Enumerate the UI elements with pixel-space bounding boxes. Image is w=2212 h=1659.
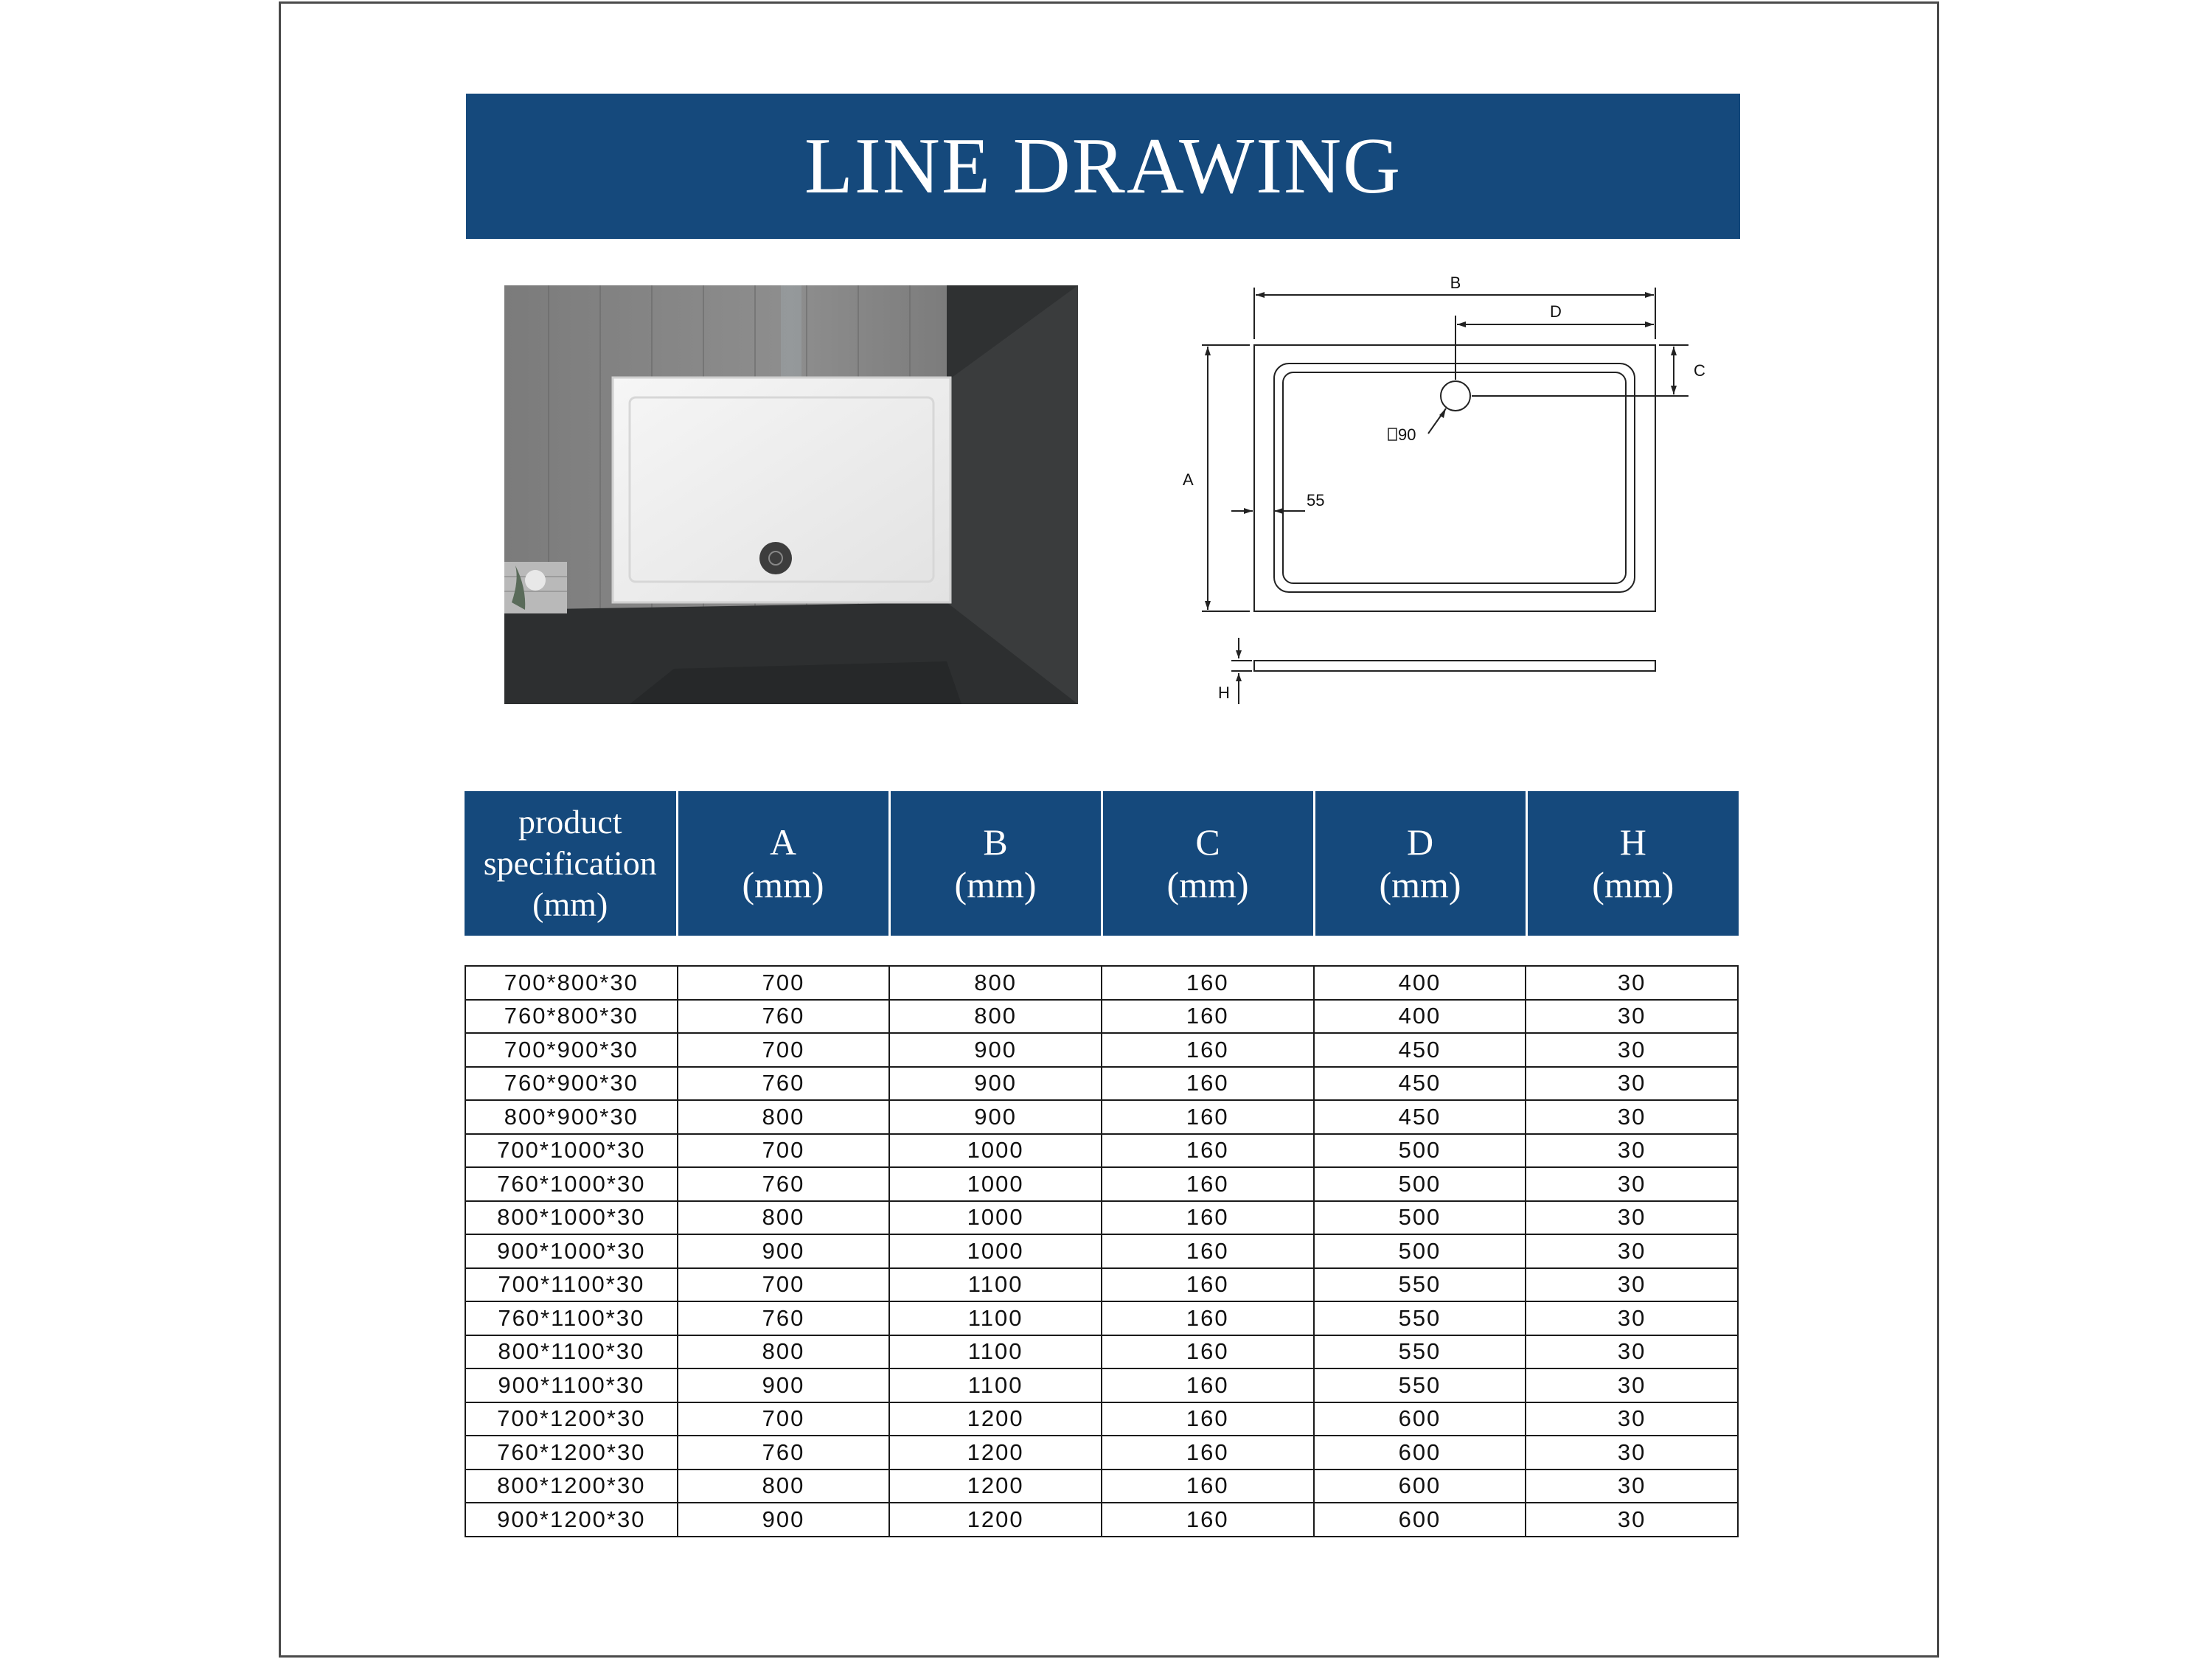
table-cell: 30	[1526, 1335, 1738, 1369]
table-cell: 160	[1102, 1167, 1314, 1201]
table-cell: 30	[1526, 1067, 1738, 1101]
table-cell: 700	[678, 966, 890, 1000]
table-cell: 760*800*30	[465, 1000, 678, 1034]
table-cell: 400	[1314, 966, 1526, 1000]
table-cell: 1000	[889, 1234, 1102, 1268]
table-cell: 900	[678, 1368, 890, 1402]
table-cell: 450	[1314, 1100, 1526, 1134]
table-cell: 550	[1314, 1368, 1526, 1402]
table-cell: 760	[678, 1067, 890, 1101]
table-cell: 30	[1526, 1503, 1738, 1537]
header-h: H (mm)	[1526, 791, 1739, 936]
table-cell: 30	[1526, 966, 1738, 1000]
table-cell: 1100	[889, 1301, 1102, 1335]
table-cell: 550	[1314, 1301, 1526, 1335]
table-cell: 500	[1314, 1167, 1526, 1201]
table-row	[465, 966, 1738, 1000]
table-cell: 1200	[889, 1436, 1102, 1470]
header-d: D (mm)	[1314, 791, 1526, 936]
table-cell: 900*1000*30	[465, 1234, 678, 1268]
table-cell: 1200	[889, 1503, 1102, 1537]
table-cell: 30	[1526, 1000, 1738, 1034]
table-cell: 500	[1314, 1134, 1526, 1168]
table-cell: 700	[678, 1033, 890, 1067]
table-cell: 30	[1526, 1402, 1738, 1436]
header-c: C (mm)	[1102, 791, 1314, 936]
table-cell: 900	[889, 1100, 1102, 1134]
label-h: H	[1218, 684, 1230, 702]
table-cell: 30	[1526, 1470, 1738, 1503]
table-cell: 900	[678, 1503, 890, 1537]
table-cell: 600	[1314, 1470, 1526, 1503]
table-cell: 800	[889, 966, 1102, 1000]
table-cell: 700*800*30	[465, 966, 678, 1000]
table-cell: 160	[1102, 1402, 1314, 1436]
table-row	[465, 1436, 1738, 1470]
table-cell: 700*1000*30	[465, 1134, 678, 1168]
table-row	[465, 1368, 1738, 1402]
table-row	[465, 1067, 1738, 1101]
table-row	[465, 1134, 1738, 1168]
table-row	[465, 1000, 1738, 1034]
table-cell: 160	[1102, 966, 1314, 1000]
table-row	[465, 1167, 1738, 1201]
table-cell: 160	[1102, 1067, 1314, 1101]
table-row	[465, 1402, 1738, 1436]
table-cell: 1200	[889, 1470, 1102, 1503]
table-cell: 800	[678, 1100, 890, 1134]
table-cell: 1100	[889, 1268, 1102, 1302]
table-cell: 700*1100*30	[465, 1268, 678, 1302]
table-cell: 550	[1314, 1268, 1526, 1302]
table-cell: 30	[1526, 1368, 1738, 1402]
header-a: A (mm)	[677, 791, 889, 936]
label-a: A	[1183, 470, 1194, 489]
table-cell: 700*900*30	[465, 1033, 678, 1067]
table-cell: 30	[1526, 1268, 1738, 1302]
table-cell: 800	[889, 1000, 1102, 1034]
table-cell: 1000	[889, 1201, 1102, 1235]
table-cell: 760*1200*30	[465, 1436, 678, 1470]
table-cell: 900	[889, 1033, 1102, 1067]
table-cell: 760*900*30	[465, 1067, 678, 1101]
table-cell: 760*1000*30	[465, 1167, 678, 1201]
table-cell: 160	[1102, 1268, 1314, 1302]
table-cell: 160	[1102, 1470, 1314, 1503]
table-cell: 500	[1314, 1201, 1526, 1235]
label-d: D	[1550, 302, 1562, 321]
table-cell: 160	[1102, 1436, 1314, 1470]
table-cell: 30	[1526, 1033, 1738, 1067]
table-row	[465, 1201, 1738, 1235]
table-cell: 30	[1526, 1436, 1738, 1470]
table-cell: 800	[678, 1470, 890, 1503]
table-row	[465, 1100, 1738, 1134]
product-photo	[504, 285, 1078, 704]
table-cell: 800*1200*30	[465, 1470, 678, 1503]
table-row	[465, 1268, 1738, 1302]
table-cell: 30	[1526, 1301, 1738, 1335]
table-cell: 450	[1314, 1067, 1526, 1101]
table-cell: 800	[678, 1201, 890, 1235]
table-cell: 760	[678, 1301, 890, 1335]
label-b: B	[1450, 274, 1461, 292]
table-cell: 1200	[889, 1402, 1102, 1436]
technical-drawing	[1180, 265, 1740, 723]
table-cell: 160	[1102, 1000, 1314, 1034]
table-cell: 1100	[889, 1335, 1102, 1369]
table-cell: 700	[678, 1268, 890, 1302]
table-cell: 160	[1102, 1100, 1314, 1134]
table-cell: 160	[1102, 1033, 1314, 1067]
table-cell: 600	[1314, 1402, 1526, 1436]
table-cell: 160	[1102, 1234, 1314, 1268]
table-row	[465, 1503, 1738, 1537]
table-row	[465, 1033, 1738, 1067]
table-cell: 30	[1526, 1100, 1738, 1134]
table-cell: 900	[889, 1067, 1102, 1101]
table-cell: 800*1100*30	[465, 1335, 678, 1369]
table-cell: 760	[678, 1436, 890, 1470]
table-cell: 760	[678, 1167, 890, 1201]
table-cell: 600	[1314, 1503, 1526, 1537]
table-cell: 160	[1102, 1335, 1314, 1369]
label-c: C	[1694, 361, 1705, 380]
table-cell: 1000	[889, 1167, 1102, 1201]
table-cell: 700	[678, 1402, 890, 1436]
table-cell: 30	[1526, 1201, 1738, 1235]
table-cell: 160	[1102, 1201, 1314, 1235]
table-row	[465, 1301, 1738, 1335]
table-cell: 160	[1102, 1503, 1314, 1537]
table-cell: 800*900*30	[465, 1100, 678, 1134]
table-cell: 450	[1314, 1033, 1526, 1067]
table-cell: 760*1100*30	[465, 1301, 678, 1335]
table-row	[465, 1470, 1738, 1503]
table-cell: 900*1100*30	[465, 1368, 678, 1402]
table-cell: 700	[678, 1134, 890, 1168]
table-cell: 760	[678, 1000, 890, 1034]
table-cell: 160	[1102, 1368, 1314, 1402]
table-cell: 160	[1102, 1134, 1314, 1168]
table-row	[465, 1335, 1738, 1369]
table-cell: 550	[1314, 1335, 1526, 1369]
table-cell: 1000	[889, 1134, 1102, 1168]
table-cell: 800	[678, 1335, 890, 1369]
header-b: B (mm)	[889, 791, 1102, 936]
table-cell: 600	[1314, 1436, 1526, 1470]
table-cell: 1100	[889, 1368, 1102, 1402]
table-row	[465, 1234, 1738, 1268]
label-55: 55	[1307, 491, 1325, 509]
label-drain: 90	[1398, 425, 1416, 444]
table-cell: 30	[1526, 1134, 1738, 1168]
table-cell: 400	[1314, 1000, 1526, 1034]
table-cell: 900	[678, 1234, 890, 1268]
table-cell: 160	[1102, 1301, 1314, 1335]
spec-table	[465, 965, 1739, 1537]
table-cell: 700*1200*30	[465, 1402, 678, 1436]
table-cell: 500	[1314, 1234, 1526, 1268]
page-title: LINE DRAWING	[466, 94, 1740, 239]
table-cell: 30	[1526, 1167, 1738, 1201]
spec-table-header	[465, 791, 1739, 936]
table-cell: 900*1200*30	[465, 1503, 678, 1537]
table-cell: 800*1000*30	[465, 1201, 678, 1235]
table-cell: 30	[1526, 1234, 1738, 1268]
header-product-spec: product specification (mm)	[483, 803, 657, 923]
